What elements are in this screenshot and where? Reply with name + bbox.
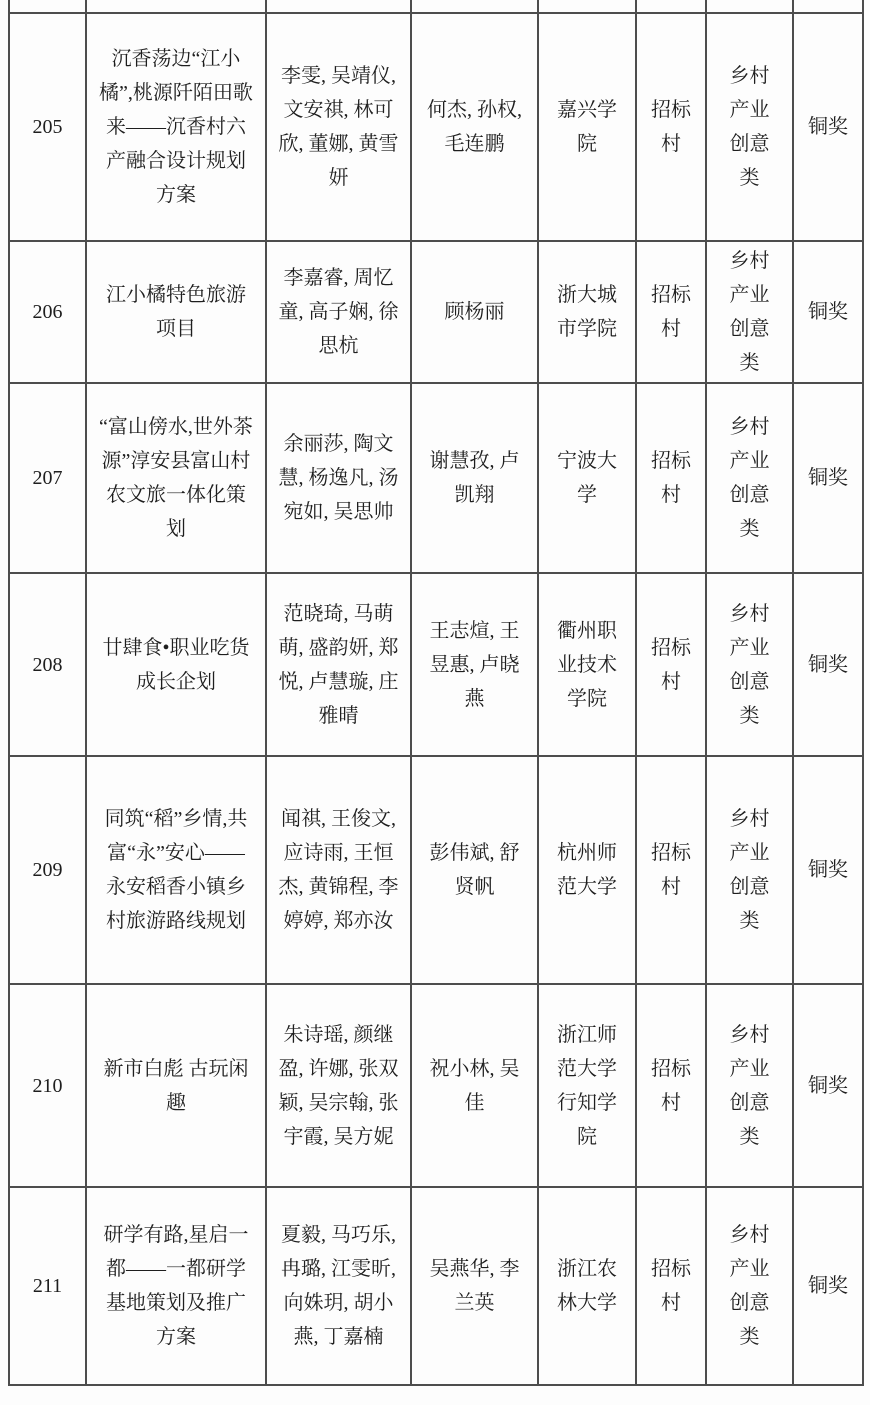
- stub-cell: [9, 0, 86, 13]
- cell-project-title: 研学有路,星启一都——一都研学基地策划及推广方案: [86, 1187, 266, 1385]
- cell-village-type: 招标村: [636, 13, 706, 241]
- cell-advisors: 吴燕华, 李兰英: [411, 1187, 538, 1385]
- cell-village-type: 招标村: [636, 573, 706, 756]
- table-row: [9, 383, 863, 573]
- cell-village-type: 招标村: [636, 756, 706, 984]
- cell-advisors: 彭伟斌, 舒贤帆: [411, 756, 538, 984]
- cell-advisors: 祝小林, 吴佳: [411, 984, 538, 1187]
- cell-advisors: 谢慧孜, 卢凯翔: [411, 383, 538, 573]
- cell-award: 铜奖: [793, 984, 863, 1187]
- cell-advisors: 顾杨丽: [411, 241, 538, 383]
- cell-category: 乡村产业创意类: [706, 13, 793, 241]
- cell-team-members: 李嘉睿, 周忆童, 高子娴, 徐思杭: [266, 241, 411, 383]
- cell-school: 浙大城市学院: [538, 241, 636, 383]
- stub-cell: [86, 0, 266, 13]
- cell-school: 嘉兴学院: [538, 13, 636, 241]
- stub-cell: [411, 0, 538, 13]
- cell-category: 乡村产业创意类: [706, 984, 793, 1187]
- cell-team-members: 范晓琦, 马萌萌, 盛韵妍, 郑悦, 卢慧璇, 庄雅晴: [266, 573, 411, 756]
- stub-cell: [538, 0, 636, 13]
- cell-award: 铜奖: [793, 756, 863, 984]
- stub-cell: [706, 0, 793, 13]
- cell-entry-number: 210: [9, 984, 86, 1187]
- cell-category: 乡村产业创意类: [706, 383, 793, 573]
- table-row: [9, 756, 863, 984]
- cell-entry-number: 207: [9, 383, 86, 573]
- cell-category: 乡村产业创意类: [706, 573, 793, 756]
- cell-award: 铜奖: [793, 241, 863, 383]
- stub-cell: [266, 0, 411, 13]
- cell-project-title: 新市白彪 古玩闲趣: [86, 984, 266, 1187]
- cell-entry-number: 206: [9, 241, 86, 383]
- cell-team-members: 余丽莎, 陶文慧, 杨逸凡, 汤宛如, 吴思帅: [266, 383, 411, 573]
- cell-village-type: 招标村: [636, 1187, 706, 1385]
- cell-team-members: 朱诗瑶, 颜继盈, 许娜, 张双颖, 吴宗翰, 张宇霞, 吴方妮: [266, 984, 411, 1187]
- cell-entry-number: 205: [9, 13, 86, 241]
- cell-award: 铜奖: [793, 383, 863, 573]
- cell-project-title: 沉香荡边“江小橘”,桃源阡陌田歌来——沉香村六产融合设计规划方案: [86, 13, 266, 241]
- cell-category: 乡村产业创意类: [706, 756, 793, 984]
- cell-project-title: 江小橘特色旅游项目: [86, 241, 266, 383]
- cell-project-title: 廿肆食•职业吃货成长企划: [86, 573, 266, 756]
- cell-category: 乡村产业创意类: [706, 1187, 793, 1385]
- cell-school: 杭州师范大学: [538, 756, 636, 984]
- table-row: [9, 1187, 863, 1385]
- cell-advisors: 王志煊, 王昱惠, 卢晓燕: [411, 573, 538, 756]
- table-row: [9, 241, 863, 383]
- cell-school: 浙江农林大学: [538, 1187, 636, 1385]
- cell-entry-number: 209: [9, 756, 86, 984]
- cell-school: 衢州职业技术学院: [538, 573, 636, 756]
- table-row: [9, 13, 863, 241]
- cell-team-members: 夏毅, 马巧乐, 冉璐, 江雯昕, 向姝玥, 胡小燕, 丁嘉楠: [266, 1187, 411, 1385]
- cell-school: 宁波大学: [538, 383, 636, 573]
- cell-school: 浙江师范大学行知学院: [538, 984, 636, 1187]
- cell-award: 铜奖: [793, 573, 863, 756]
- cell-category: 乡村产业创意类: [706, 241, 793, 383]
- cell-village-type: 招标村: [636, 984, 706, 1187]
- cell-project-title: 同筑“稻”乡情,共富“永”安心——永安稻香小镇乡村旅游路线规划: [86, 756, 266, 984]
- awards-table-body: [9, 0, 863, 1385]
- cell-award: 铜奖: [793, 1187, 863, 1385]
- table-row: [9, 573, 863, 756]
- cell-village-type: 招标村: [636, 383, 706, 573]
- partial-top-row: [9, 0, 863, 13]
- cell-village-type: 招标村: [636, 241, 706, 383]
- stub-cell: [793, 0, 863, 13]
- cell-project-title: “富山傍水,世外茶源”淳安县富山村农文旅一体化策划: [86, 383, 266, 573]
- cell-entry-number: 211: [9, 1187, 86, 1385]
- cell-team-members: 李雯, 吴靖仪, 文安祺, 林可欣, 董娜, 黄雪妍: [266, 13, 411, 241]
- cell-advisors: 何杰, 孙权, 毛连鹏: [411, 13, 538, 241]
- table-row: [9, 984, 863, 1187]
- cell-award: 铜奖: [793, 13, 863, 241]
- cell-team-members: 闻祺, 王俊文, 应诗雨, 王恒杰, 黄锦程, 李婷婷, 郑亦汝: [266, 756, 411, 984]
- awards-table: [8, 0, 864, 1386]
- stub-cell: [636, 0, 706, 13]
- cell-entry-number: 208: [9, 573, 86, 756]
